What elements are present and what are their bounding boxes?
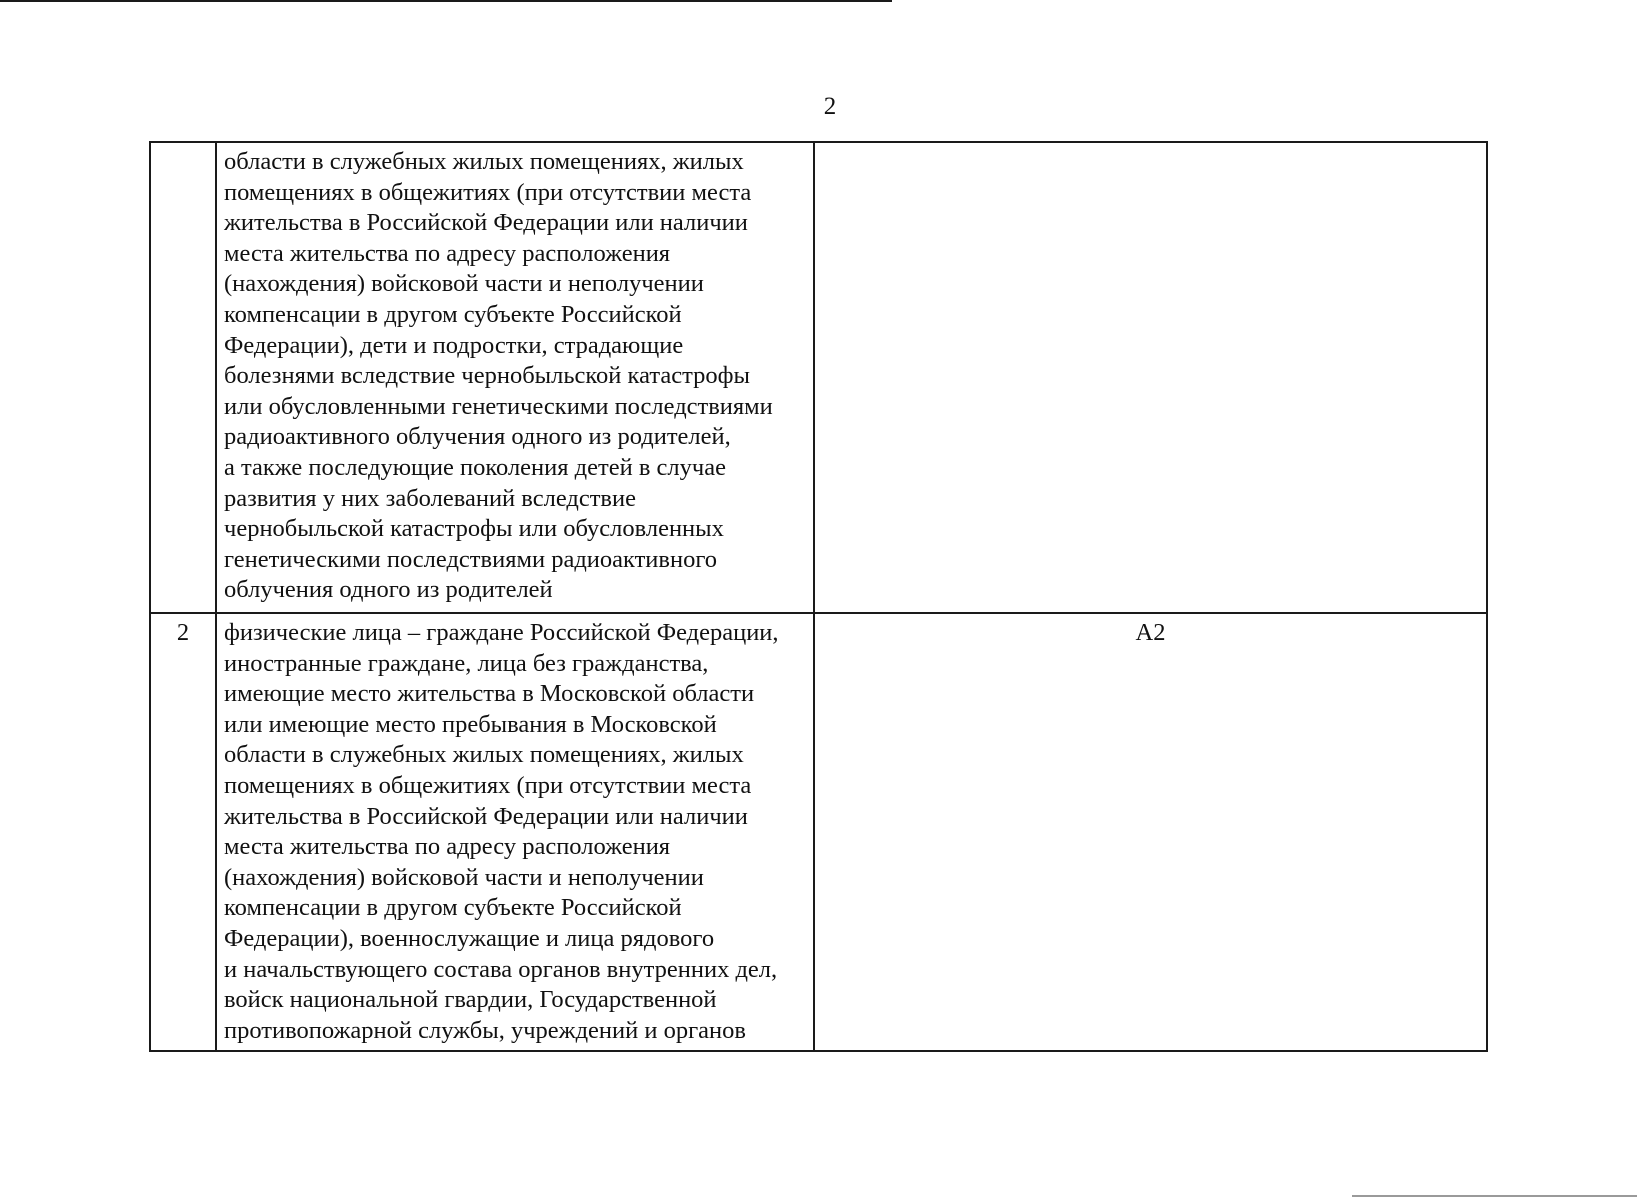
row-number-cell (150, 142, 216, 613)
scan-edge-bottom (1352, 1195, 1637, 1197)
row-number-cell: 2 (150, 613, 216, 1051)
code-cell: А2 (814, 613, 1487, 1051)
scan-edge-top (0, 0, 892, 2)
code-cell (814, 142, 1487, 613)
page-number: 2 (823, 93, 837, 120)
table-row (150, 613, 1487, 1051)
document-table (149, 141, 1488, 1052)
category-description-cell: области в служебных жилых помещениях, жилых помещениях в общежитиях (при отсутствии места жительства в Российской Федерации или наличии места жительства по адресу расположения (нахождения) войсковой части и неполучении компенсации в другом субъекте Российской Федерации), дети и подростки, страдающие болезнями вследствие чернобыльской катастрофы или обусловленными генетическими последствиями радиоактивного облучения одного из родителей, а также последующие поколения детей в случае развития у них заболеваний вследствие чернобыльской катастрофы или обусловленных генетическими последствиями радиоактивного облучения одного из родителей (216, 142, 814, 613)
category-description-cell: физические лица – граждане Российской Федерации, иностранные граждане, лица без гражданства, имеющие место жительства в Московской области или имеющие место пребывания в Московской области в служебных жилых помещениях, жилых помещениях в общежитиях (при отсутствии места жительства в Российской Федерации или наличии места жительства по адресу расположения (нахождения) войсковой части и неполучении компенсации в другом субъекте Российской Федерации), военнослужащие и лица рядового и начальствующего состава органов внутренних дел, войск национальной гвардии, Государственной противопожарной службы, учреждений и органов (216, 613, 814, 1051)
table-row (150, 142, 1487, 613)
